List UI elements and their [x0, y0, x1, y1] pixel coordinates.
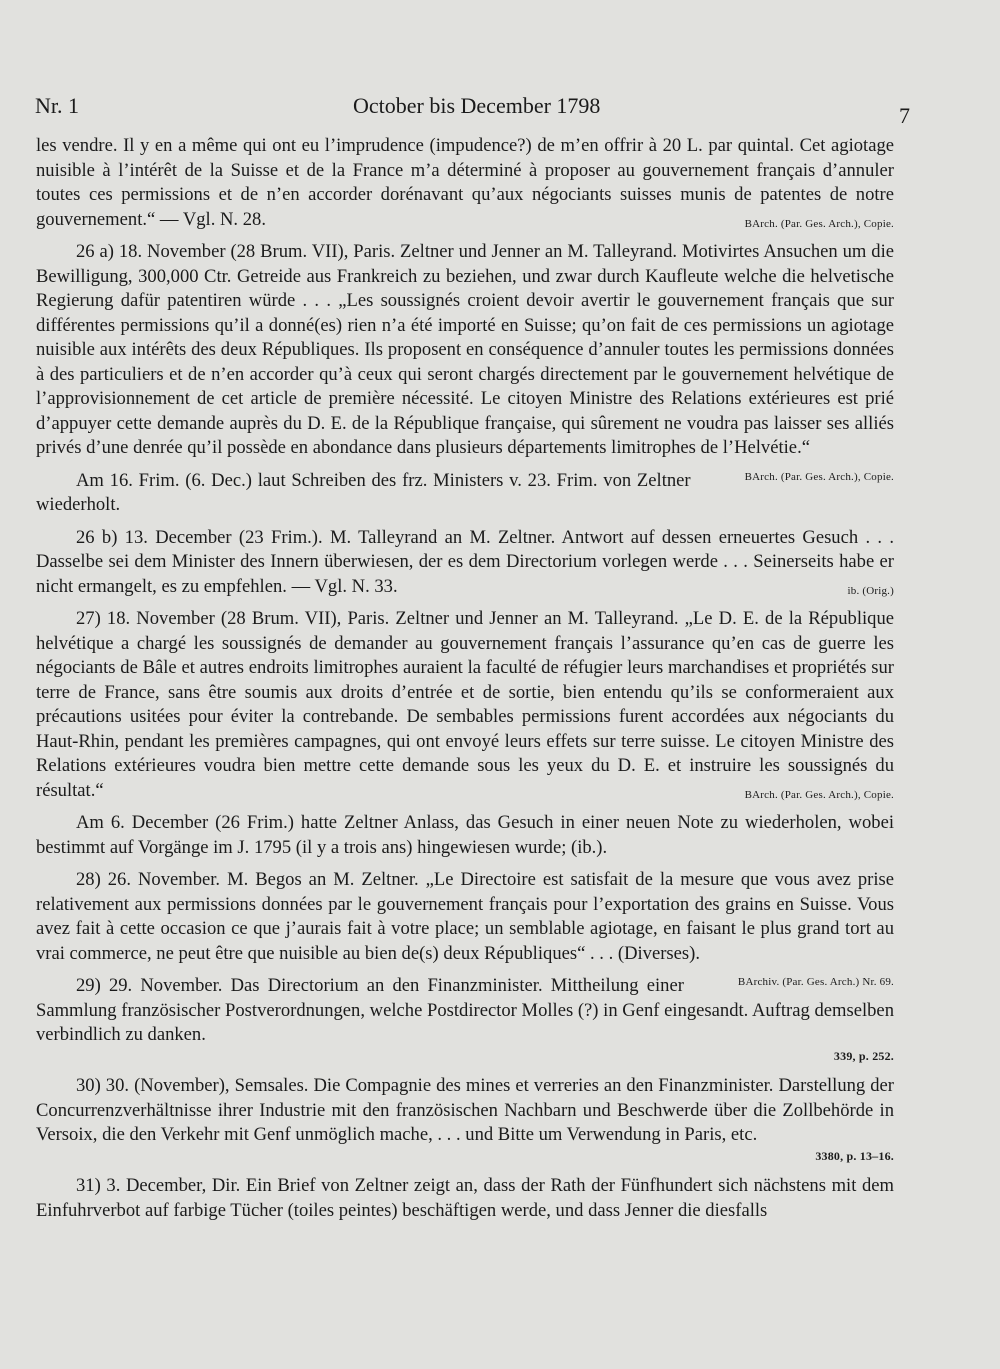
entry-27 — [36, 607, 894, 803]
note-27 — [36, 811, 894, 860]
paragraph-text: 29) 29. November. Das Directorium an den Finanzminister. Mittheilung einer Sammlung französischer Postverordnungen, welche Postdirector Molles (?) in Genf eingesandt. Auftrag demselben verbindlich zu danken. — [36, 975, 894, 1045]
paragraph-text: Am 16. Frim. (6. Dec.) laut Schreiben des frz. Ministers v. 23. Frim. von Zeltner wiederholt. — [36, 469, 691, 515]
archive-reference: BArch. (Par. Ges. Arch.), Copie. — [744, 217, 894, 230]
entry-26b — [36, 526, 894, 600]
page-body — [36, 134, 894, 1231]
paragraph-text: 30) 30. (November), Semsales. Die Compagnie des mines et verreries an den Finanzminister. Darstellung der Concurrenzverhältnisse ihrer Industrie mit den französischen Nachbarn und Beschwerde über die Zollbehörde in Versoix, die den Verkehr mit Genf unmöglich mache, . . . und Bitte um Verwendung in Paris, etc. — [36, 1075, 894, 1145]
paragraph-text: Am 6. December (26 Frim.) hatte Zeltner Anlass, das Gesuch in einer neuen Note zu wiederholen, wobei bestimmt auf Vorgänge im J. 1795 (il y a trois ans) hingewiesen wurde; (ib.). — [36, 812, 894, 858]
entry-28 — [36, 868, 894, 988]
document-number: Nr. 1 — [35, 93, 79, 118]
archive-reference: 3380, p. 13–16. — [815, 1148, 894, 1163]
running-header — [35, 93, 910, 127]
archive-reference: BArchiv. (Par. Ges. Arch.) Nr. 69. — [737, 976, 894, 988]
entry-31 — [36, 1174, 894, 1223]
page-number: 7 — [899, 103, 910, 128]
paragraph-text: les vendre. Il y en a même qui ont eu l’imprudence (impudence?) de m’en offrir à 20 L. par quintal. Cet agiotage nuisible à l’intérêt de la Suisse et de la France m’a déterminé à proposer au gouvernement français d’annuler toutes ces permissions et de n’en accorder dorénavant qu’aux négociants suisses munis de patentes de notre gouvernement.“ — Vgl. N. 28. — [36, 135, 894, 230]
archive-reference: 339, p. 252. — [833, 1048, 894, 1063]
paragraph-text: 28) 26. November. M. Begos an M. Zeltner. „Le Directoire est satisfait de la mesure que vous avez prise relativement aux permissions données par le gouvernement français pour l’exportation des grains en Suisse. Vous avez fait à cette occasion ce que j’aurais fait à votre place; un semblable agiotage, en faisant le plus grand tort au vrai commerce, ne peut être que nuisible au bien de(s) deux Républiques“ . . . (Diverses). — [36, 869, 894, 964]
entry-30 — [36, 1074, 894, 1168]
archive-reference: ib. (Orig.) — [847, 584, 894, 597]
entry-26a — [36, 240, 894, 483]
paragraph-text: 26 a) 18. November (28 Brum. VII), Paris. Zeltner und Jenner an M. Talleyrand. Motivirtes Ansuchen um die Bewilligung, 300,000 Ctr. Getreide aus Frankreich zu beziehen, und zwar durch Kaufleute welche die helvetische Regierung dafür patentiren würde . . . „Les soussignés croient devoir avertir le gouvernement français que sur différentes permissions qu’il a donné(es) rien n’a été importé en Suisse; qu’on fait de ces permissions un agiotage nuisible aux intérêts des deux Républiques. Ils proposent en conséquence d’annuler toutes les permissions données à des particuliers et de n’en accorder qu’à ceux qui seront chargés directement par le gouvernement helvétique de l’approvisionnement de cet article de première nécessité. Le citoyen Ministre des Relations extérieures est prié d’appuyer cette demande auprès du D. E. de la République française, qui sûrement ne voudra pas laisser ses alliés privés d’une denrée qu’il possède en abondance dans plusieurs départements limitrophes de l’Helvétie.“ — [36, 241, 894, 458]
archive-reference: BArch. (Par. Ges. Arch.), Copie. — [744, 470, 894, 483]
paragraph-text: 31) 3. December, Dir. Ein Brief von Zeltner zeigt an, dass der Rath der Fünfhundert sich nächstens mit dem Einfuhrverbot auf farbige Tücher (toiles peintes) beschäftigen werde, und dass Jenner die diesfalls — [36, 1175, 894, 1221]
page-title: October bis December 1798 — [353, 93, 601, 118]
paragraph-text: 26 b) 13. December (23 Frim.). M. Talleyrand an M. Zeltner. Antwort auf dessen erneuertes Gesuch . . . Dasselbe sei dem Minister des Innern überwiesen, der es dem Directorium vorlegen werde . . . Seinerseits habe er nicht ermangelt, es zu empfehlen. — Vgl. N. 33. — [36, 526, 894, 597]
archive-reference: BArch. (Par. Ges. Arch.), Copie. — [744, 788, 894, 801]
paragraph-text: 27) 18. November (28 Brum. VII), Paris. Zeltner und Jenner an M. Talleyrand. „Le D. E. de la République helvétique a chargé les soussignés de demander au gouvernement français l’assurance qu’en cas de guerre les négociants de Bâle et autres endroits limitrophes auraient la faculté de réfugier leurs marchandises et propriétés sur terre de France, sans être soumis aux droits d’entrée et de sortie, bien entendu qu’ils se conformeraient aux précautions usitées pour éviter la contrebande. De sembables permissions furent accordées aux négociants du Haut-Rhin, pendant les premières campagnes, qui ont envoyé leurs effets sur terre suisse. Le citoyen Ministre des Relations extérieures voudra bien mettre cette demande sous les yeux du D. E. et instruire les soussignés du résultat.“ — [36, 608, 894, 801]
paragraph-continuation — [36, 134, 894, 232]
